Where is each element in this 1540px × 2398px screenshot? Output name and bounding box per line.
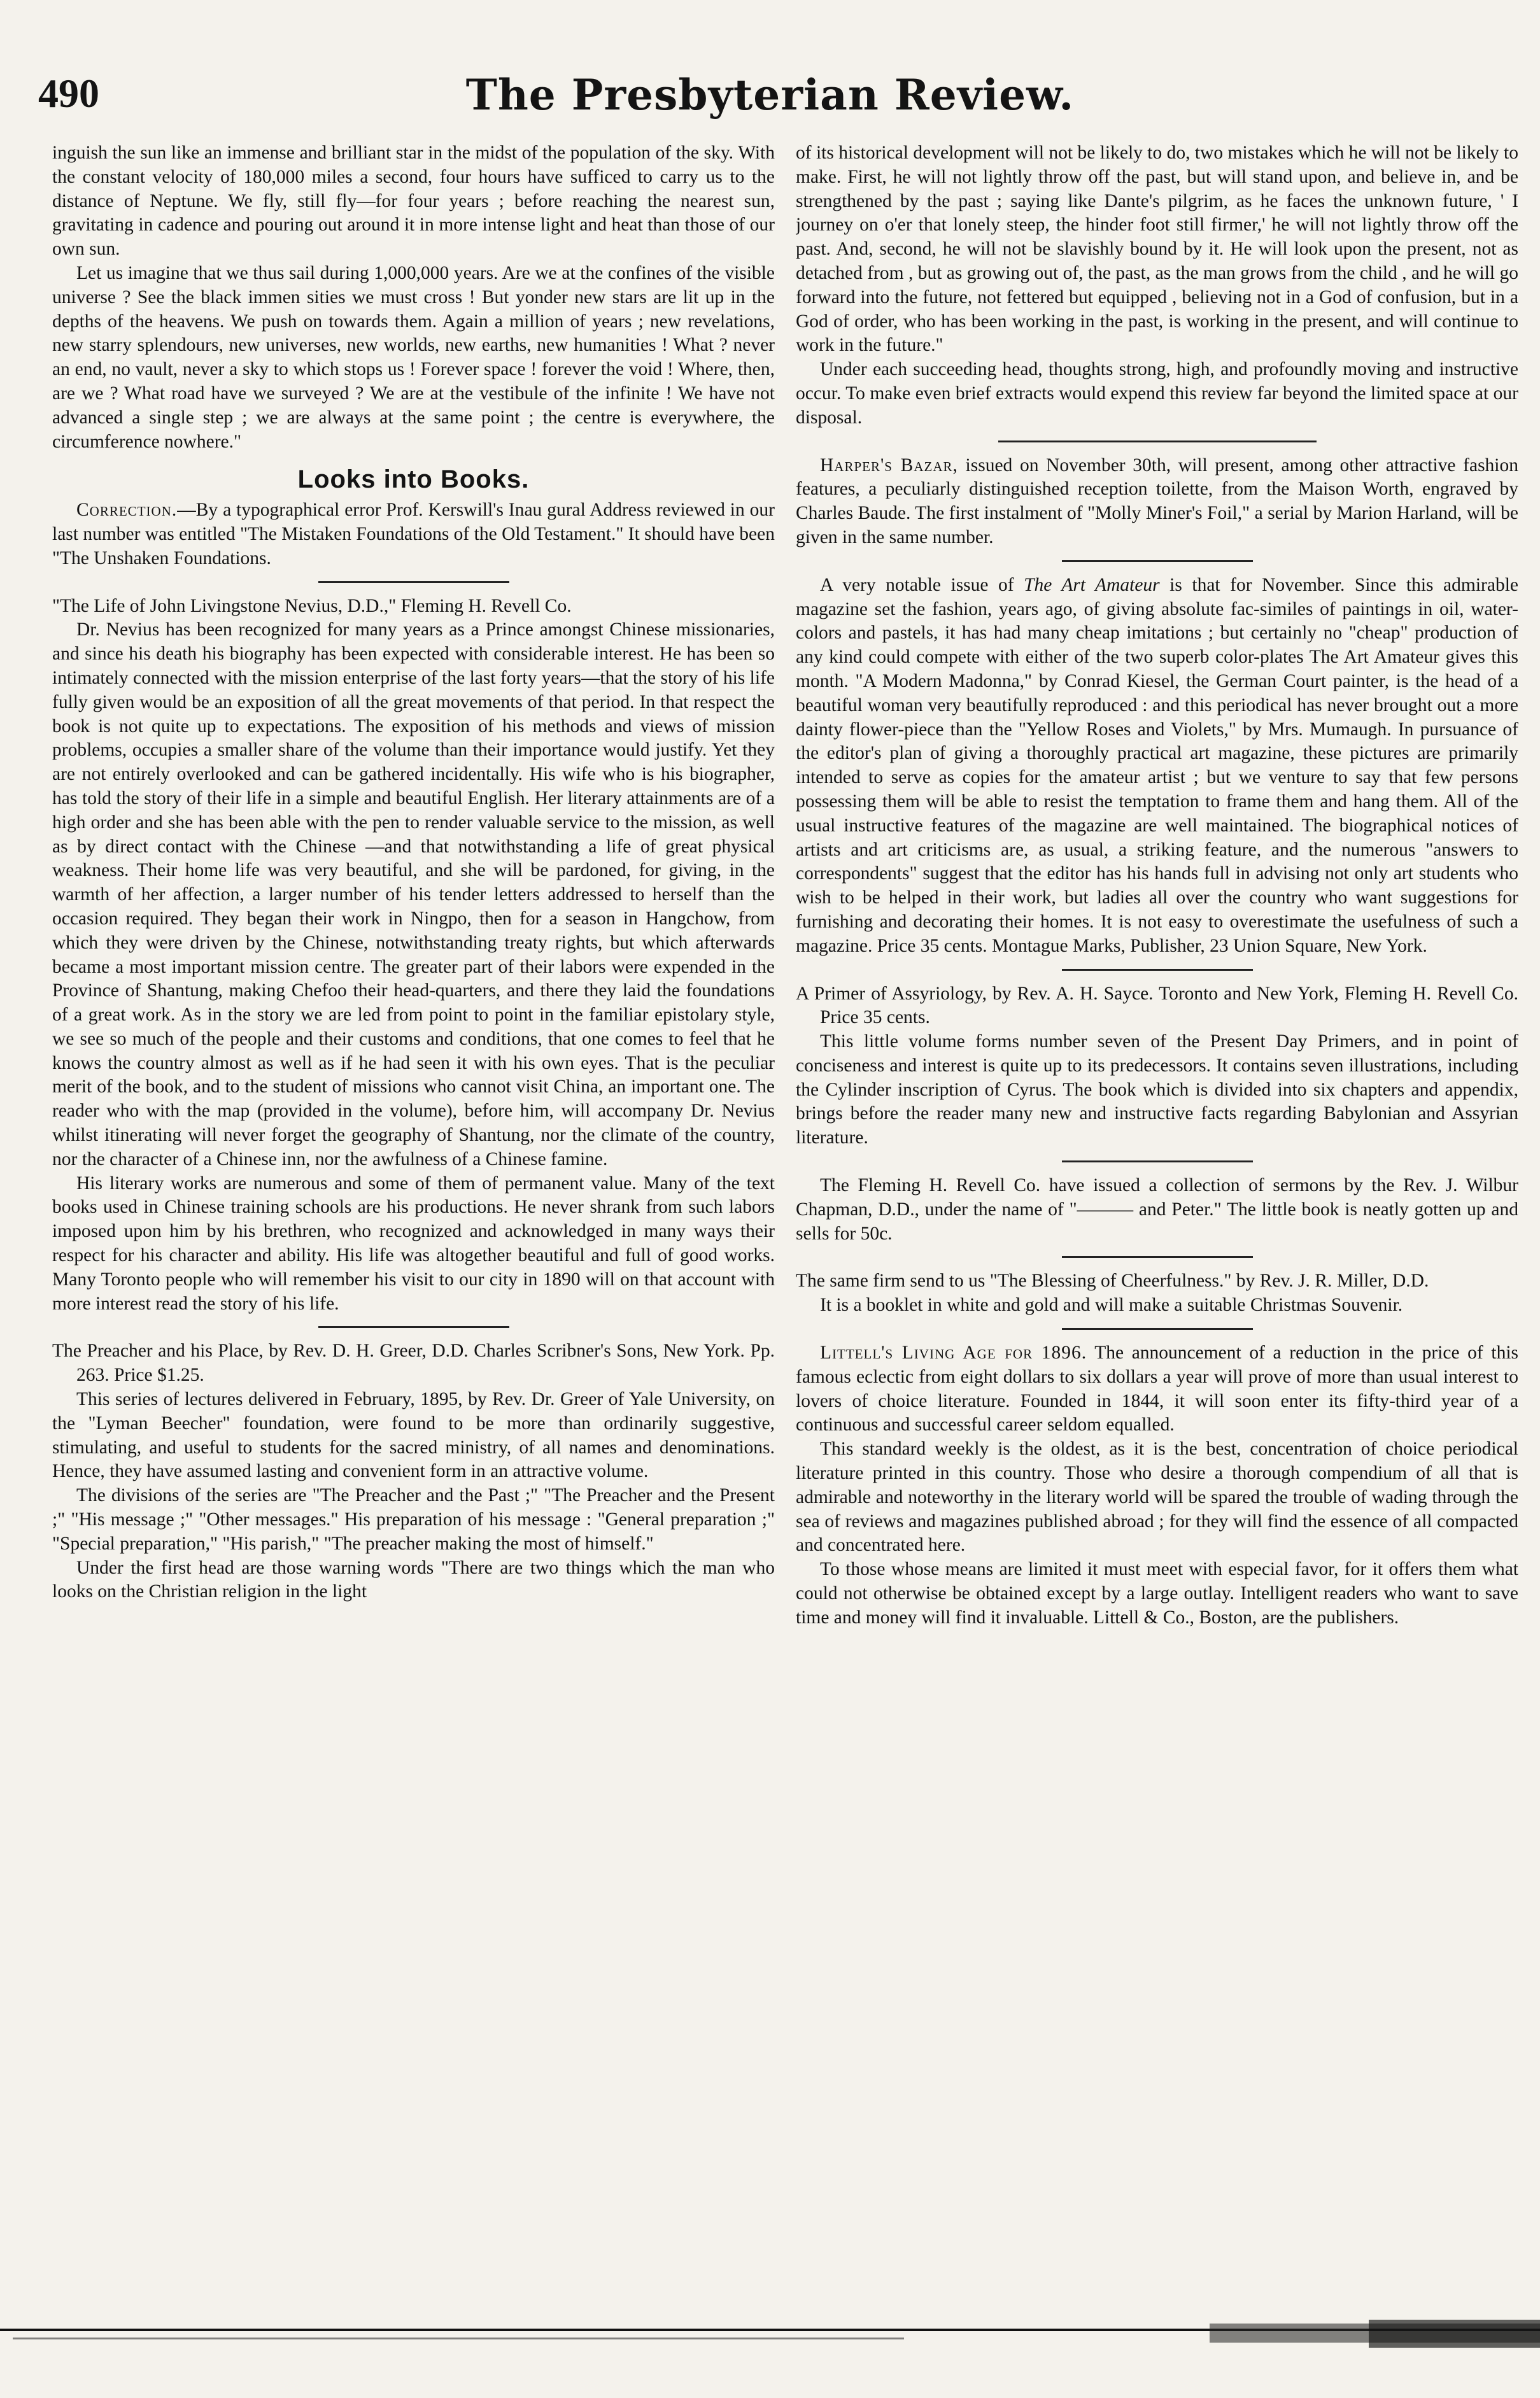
blessing-review-paragraph: It is a booklet in white and gold and will make a suitable Christmas Souvenir. (820, 1295, 1403, 1316)
divider (1062, 1256, 1253, 1258)
section-heading: Looks into Books. (297, 465, 530, 494)
littell-notice-paragraph-2: This standard weekly is the oldest, as it is the best, concentration of choice periodical literature printed in this country. Those who desire a thorough compendium of all that is admirable and noteworthy in the literary world will be spared the trouble of wading through the sea of reviews and magazines published abroad ; for they will find the essence of all compacted and concentrated here. (796, 1439, 1518, 1556)
preacher-review-paragraph-3: Under the first head are those warning words "There are two things which the man who looks on the Christian religion in the light (52, 1557, 775, 1602)
harpers-bazar-notice (796, 454, 1518, 550)
divider (1062, 1160, 1253, 1162)
divider (1062, 1328, 1253, 1330)
art-amateur-intro: A very notable issue of (820, 574, 1024, 595)
divider (998, 441, 1317, 442)
correction-paragraph (52, 498, 775, 570)
art-amateur-text: is that for November. Since this admirable magazine set the fashion, years ago, of giving absolute fac-similes of paintings in oil, water-colors and pastels, it has had many cheap imitations ; but certainly no "cheap" production of any kind could compete with either of the two superb color-plates The Art Amateur gives this month. "A Modern Madonna," by Conrad Kiesel, the German Court painter, is the head of a beautiful woman very beautifully reproduced : and this periodical has never brought out a more dainty flower-piece than the "Yellow Roses and Violets," by Mrs. Mumaugh. In pursuance of the editor's plan of giving a thoroughly practical art magazine, these pictures are primarily intended to serve as copies for the amateur artist ; but we venture to say that few persons possessing them will be able to resist the temptation to frame them and hang them. All of the usual instructive features of the magazine are well maintained. The biographical notices of artists and art criticisms are, as usual, a striking feature, and the numerous "answers to correspondents" suggest that the editor has his hands full in advising not only art students who wish to be helped in their work, but ladies all over the country who want suggestions for furnishing and decorating their homes. It is not easy to overestimate the usefulness of such a magazine. Price 35 cents. Montague Marks, Publisher, 23 Union Square, New York. (796, 574, 1518, 956)
correction-label: Correction. (76, 500, 178, 521)
nevius-review-paragraph-2: His literary works are numerous and some of them of permanent value. Many of the text books used in Chinese training schools are his productions. He never shrank from such labors imposed upon him by his brethren, who recognized and acknowledged in many ways their respect for his character and ability. His life was altogether beautiful and full of good works. Many Toronto people who will remember his visit to our city in 1890 will on that account with more interest read the story of his life. (52, 1173, 775, 1314)
preacher-review-paragraph-1: This series of lectures delivered in February, 1895, by Rev. Dr. Greer of Yale University, on the "Lyman Beecher" foundation, were found to be more than ordinarily suggestive, stimulating, and useful to students for the sacred ministry, of all names and denominations. Hence, they have assumed lasting and convenient form in an attractive volume. (52, 1389, 775, 1482)
assyriology-review-paragraph: This little volume forms number seven of the Present Day Primers, and in point of conciseness and interest is quite up to its predecessors. It contains seven illustrations, including the Cylinder inscription of Cyrus. The book which is divided into six chapters and appendix, brings before the reader many new and instructive facts regarding Babylonian and Assyrian literature. (796, 1031, 1518, 1148)
art-amateur-title: The Art Amateur (1024, 574, 1160, 595)
intro-paragraph-1: inguish the sun like an immense and brilliant star in the midst of the population of the sky. With the constant velocity of 180,000 miles a second, four hours have sufficed to carry us to the distance of Neptune. We fly, still fly—for four years ; before reaching the nearest sun, gravitating in cadence and pouring out around it in more intense light and heat than those of our own sun. (52, 143, 775, 260)
assyriology-review-title: A Primer of Assyriology, by Rev. A. H. Sayce. Toronto and New York, Fleming H. Revell Co. Price 35 cents. (796, 983, 1518, 1028)
journal-title: The Presbyterian Review. (465, 70, 1075, 120)
littell-text-1: The announcement of a reduction in the price of this famous eclectic from eight dollars to six dollars a year will prove of more than usual interest to lovers of choice literature. Founded in 1844, it will soon enter its fifty-third year of a continuous and successful career seldom equalled. (796, 1343, 1518, 1435)
correction-text: —By a typographical error Prof. Kerswill's Inau gural Address reviewed in our last number was entitled "The Mistaken Foundations of the Old Testament." It should have been "The Unshaken Foundations. (52, 500, 775, 568)
preacher-review-paragraph-2: The divisions of the series are "The Preacher and the Past ;" "The Preacher and the Present ;" "His message ;" "Other messages." His preparation of his message : "General preparation ;" "Special preparation," "His parish," "The preacher making the most of himself." (52, 1485, 775, 1554)
left-column (52, 141, 775, 2287)
littell-label: Littell's Living Age for 1896. (820, 1343, 1087, 1364)
preacher-review-title: The Preacher and his Place, by Rev. D. H. Greer, D.D. Charles Scribner's Sons, New York. Pp. 263. Price $1.25. (52, 1341, 775, 1386)
continued-paragraph-2: Under each succeeding head, thoughts strong, high, and profoundly moving and instructive occur. To make even brief extracts would expend this review far beyond the limited space at our disposal. (796, 359, 1518, 428)
divider (1062, 969, 1253, 971)
sermons-notice: The Fleming H. Revell Co. have issued a collection of sermons by the Rev. J. Wilbur Chapman, D.D., under the name of "——— and Peter." The little book is neatly gotten up and sells for 50c. (796, 1175, 1518, 1244)
page-header (0, 70, 1540, 127)
divider (318, 581, 509, 583)
right-column (796, 141, 1518, 2287)
art-amateur-notice (796, 574, 1518, 959)
page-number: 490 (38, 71, 99, 116)
scan-edge-noise (0, 2304, 1540, 2368)
nevius-review-title: "The Life of John Livingstone Nevius, D.D.," Fleming H. Revell Co. (52, 595, 572, 616)
harpers-bazar-label: Harper's Bazar, (820, 455, 958, 476)
blessing-review-title: The same firm send to us "The Blessing of Cheerfulness." by Rev. J. R. Miller, D.D. (796, 1271, 1429, 1292)
intro-paragraph-2: Let us imagine that we thus sail during 1,000,000 years. Are we at the confines of the visible universe ? See the black immen sities we must cross ! But yonder new stars are lit up in the depths of the heavens. We push on towards them. Again a million of years ; new revelations, new starry splendours, new universes, new worlds, new earths, new humanities ! What ? never an end, no vault, never a sky to which stops us ! Forever space ! forever the void ! Where, then, are we ? What road have we surveyed ? We are at the vestibule of the infinite ! We have not advanced a single step ; we are always at the same point ; the centre is everywhere, the circumference nowhere." (52, 262, 775, 452)
continued-paragraph-1: of its historical development will not be likely to do, two mistakes which he will not be likely to make. First, he will not lightly throw off the past, but will stand upon, and believe in, and be strengthened by the past ; saying like Dante's pilgrim, as he faces the unknown future, ' I journey on o'er that lonely steep, the hinder foot still firmer,' he will not lightly throw off the past. And, second, he will not be slavishly bound by it. He will look upon the present, not as detached from , but as growing out of, the past, as the man grows from the child , and he will go forward into the future, not fettered but equipped , believing not in a God of confusion, but in a God of order, who has been working in the past, is working in the present, and will continue to work in the future." (796, 143, 1518, 356)
harpers-bazar-text: issued on November 30th, will present, among other attractive fashion features, a peculiarly distinguished reception toilette, from the Maison Worth, engraved by Charles Baude. The first instalment of "Molly Miner's Foil," a serial by Marion Harland, will be given in the same number. (796, 455, 1518, 547)
littell-notice-paragraph-3: To those whose means are limited it must meet with especial favor, for it offers them what could not otherwise be obtained except by a large outlay. Intelligent readers who want to save time and money will find it invaluable. Littell & Co., Boston, are the publishers. (796, 1559, 1518, 1628)
divider (318, 1326, 509, 1328)
littell-notice-paragraph-1 (796, 1341, 1518, 1437)
nevius-review-paragraph-1: Dr. Nevius has been recognized for many years as a Prince amongst Chinese missionaries, and since his death his biography has been expected with considerable interest. He has been so intimately connected with the mission enterprise of the last forty years—that the story of his life fully given would be an exposition of all the great movements of that period. In that respect the book is not quite up to expectations. The exposition of his methods and views of mission problems, occupies a smaller share of the volume than their importance would justify. Yet they are not entirely overlooked and can be gathered incidentally. His wife who is his biographer, has told the story of their life in a simple and beautiful English. Her literary attainments are of a high order and she has been able with the pen to render valuable service to the mission, as well as by direct contact with the Chinese —and that notwithstanding a life of great physical weakness. Their home life was very beautiful, and she will be pardoned, for giving, in the warmth of her affection, a larger number of his tender letters addressed to herself than the occasion required. They began their work in Ningpo, then for a season in Hangchow, from which they were driven by the Chinese, notwithstanding treaty rights, but which afterwards became a most important mission centre. The greater part of their labors were expended in the Province of Shantung, making Chefoo their head-quarters, and there they laid the foundations of a great work. As in the story we are led from point to point in the familiar epistolary style, we see so much of the people and their customs and conditions, that one comes to feel that he knows the country almost as well as if he had seen it with his own eyes. That is the peculiar merit of the book, and to the student of missions who cannot visit China, an important one. The reader who with the map (provided in the volume), before him, will accompany Dr. Nevius whilst itinerating will never forget the geography of Shantung, nor the climate of the country, nor the character of a Chinese inn, nor the awfulness of a Chinese famine. (52, 619, 775, 1169)
divider (1062, 560, 1253, 562)
